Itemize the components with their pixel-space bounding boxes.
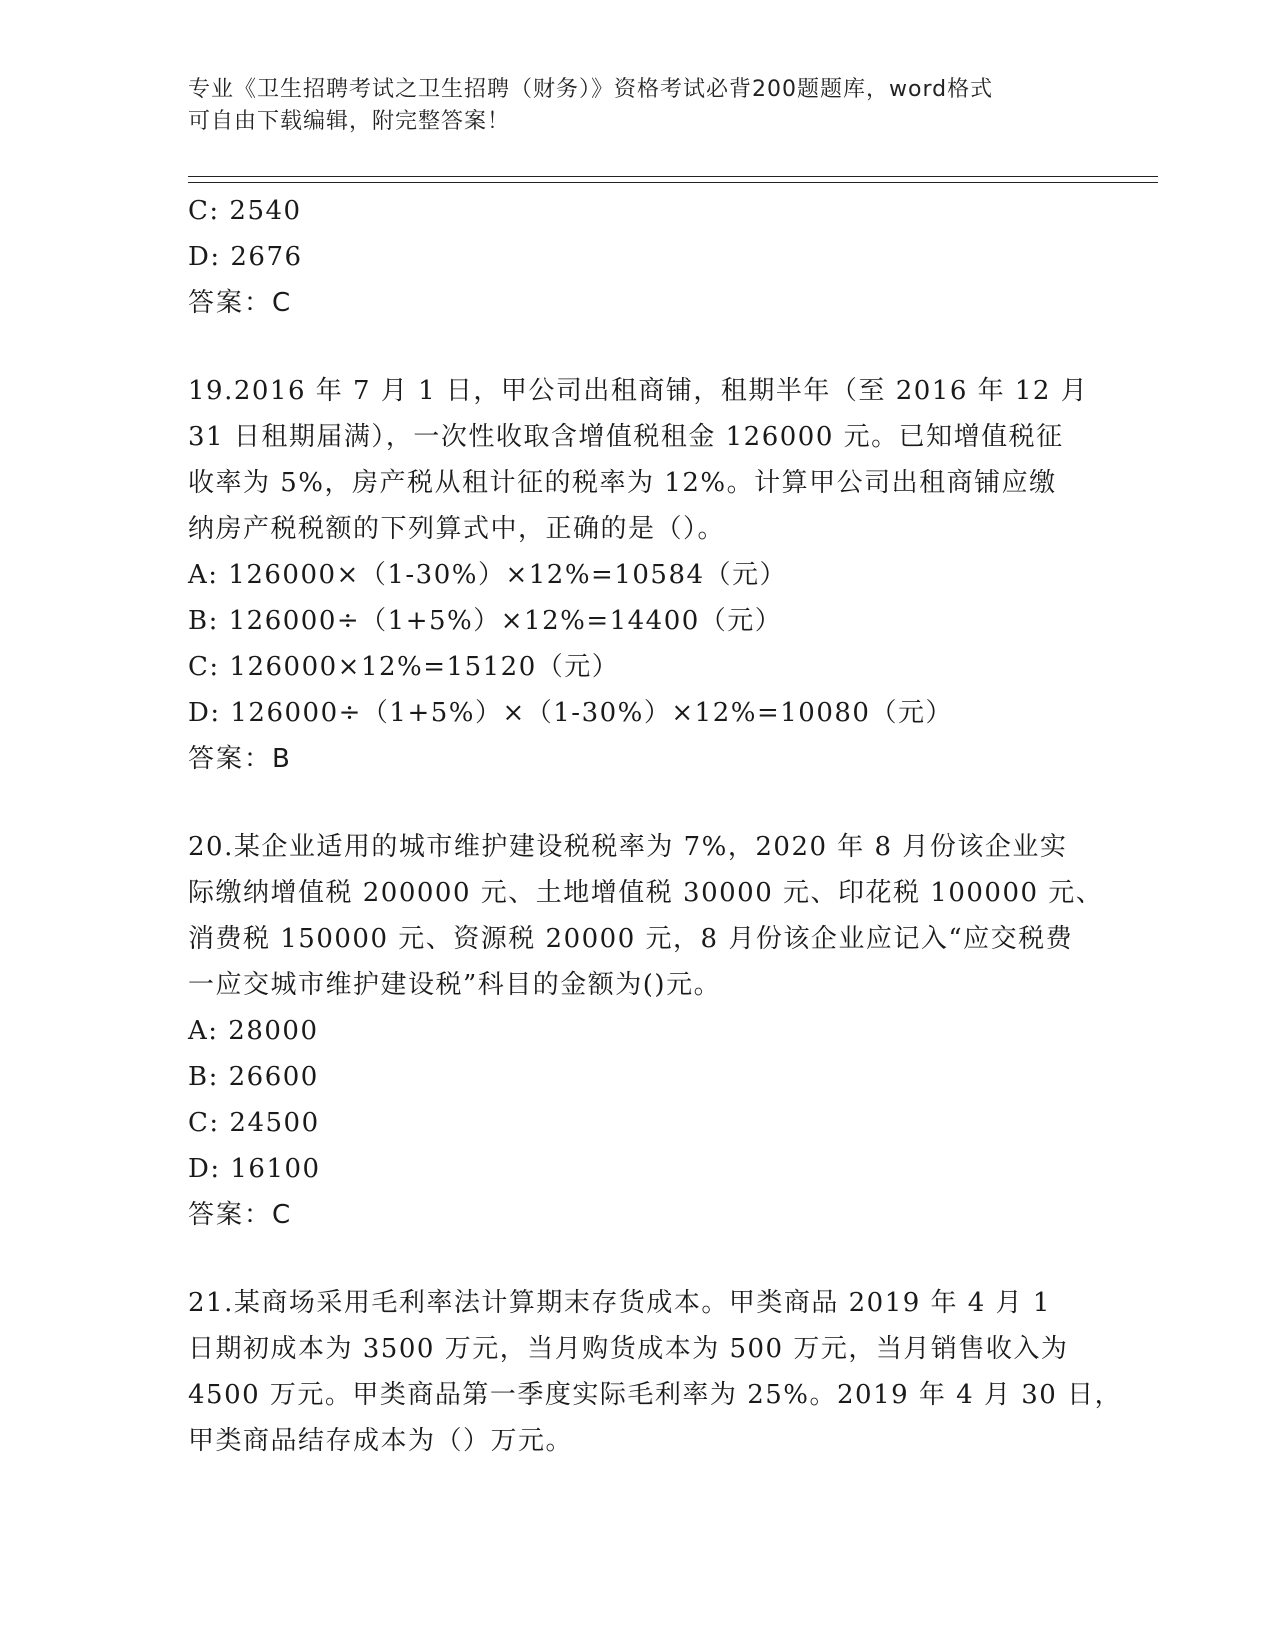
option-d: D: 2676 bbox=[188, 242, 303, 272]
answer-line: 答案：C bbox=[188, 1200, 293, 1230]
question-stem-line: 纳房产税税额的下列算式中，正确的是（）。 bbox=[188, 514, 726, 544]
question-stem-line: 收率为 5%，房产税从租计征的税率为 12%。计算甲公司出租商铺应缴 bbox=[188, 468, 1057, 498]
option-b: B: 126000÷（1+5%）×12%=14400（元） bbox=[188, 606, 783, 636]
question-stem-line: 甲类商品结存成本为（）万元。 bbox=[188, 1426, 574, 1456]
question-stem-line: 21.某商场采用毛利率法计算期末存货成本。甲类商品 2019 年 4 月 1 bbox=[188, 1288, 1051, 1318]
question-stem-line: 4500 万元。甲类商品第一季度实际毛利率为 25%。2019 年 4 月 30 日， bbox=[188, 1380, 1123, 1410]
document-header bbox=[188, 74, 1088, 138]
option-c: C: 126000×12%=15120（元） bbox=[188, 652, 620, 682]
option-a: A: 126000×（1-30%）×12%=10584（元） bbox=[188, 560, 788, 590]
option-a: A: 28000 bbox=[188, 1016, 319, 1046]
option-b: B: 26600 bbox=[188, 1062, 319, 1092]
question-stem-line: 20.某企业适用的城市维护建设税税率为 7%，2020 年 8 月份该企业实 bbox=[188, 832, 1068, 862]
question-18-tail bbox=[188, 188, 1088, 326]
option-d: D: 16100 bbox=[188, 1154, 321, 1184]
question-stem-line: 19.2016 年 7 月 1 日，甲公司出租商铺，租期半年（至 2016 年 12 月 bbox=[188, 376, 1089, 406]
question-stem-line: 际缴纳增值税 200000 元、土地增值税 30000 元、印花税 100000 元、 bbox=[188, 878, 1104, 908]
question-spacer bbox=[188, 782, 1088, 824]
question-stem-line: 消费税 150000 元、资源税 20000 元，8 月份该企业应记入“应交税费 bbox=[188, 924, 1074, 954]
header-title-line-2: 可自由下载编辑，附完整答案！ bbox=[188, 109, 511, 134]
option-c: C: 24500 bbox=[188, 1108, 320, 1138]
question-stem-line: 一应交城市维护建设税”科目的金额为()元。 bbox=[188, 970, 722, 1000]
question-spacer bbox=[188, 326, 1088, 368]
question-21 bbox=[188, 1280, 1123, 1464]
question-stem-line: 31 日租期届满），一次性收取含增值税租金 126000 元。已知增值税征 bbox=[188, 422, 1064, 452]
question-spacer bbox=[188, 1238, 1088, 1280]
document-body bbox=[188, 188, 1123, 1464]
option-c: C: 2540 bbox=[188, 196, 302, 226]
header-divider-top bbox=[188, 176, 1158, 177]
question-20 bbox=[188, 824, 1104, 1238]
question-19 bbox=[188, 368, 1088, 782]
question-stem-line: 日期初成本为 3500 万元，当月购货成本为 500 万元，当月销售收入为 bbox=[188, 1334, 1069, 1364]
option-d: D: 126000÷（1+5%）×（1-30%）×12%=10080（元） bbox=[188, 698, 953, 728]
answer-line: 答案：B bbox=[188, 744, 292, 774]
header-title-line-1: 专业《卫生招聘考试之卫生招聘（财务）》资格考试必背200题题库，word格式 bbox=[188, 77, 994, 102]
header-divider-bottom bbox=[188, 182, 1158, 183]
answer-line: 答案：C bbox=[188, 288, 293, 318]
